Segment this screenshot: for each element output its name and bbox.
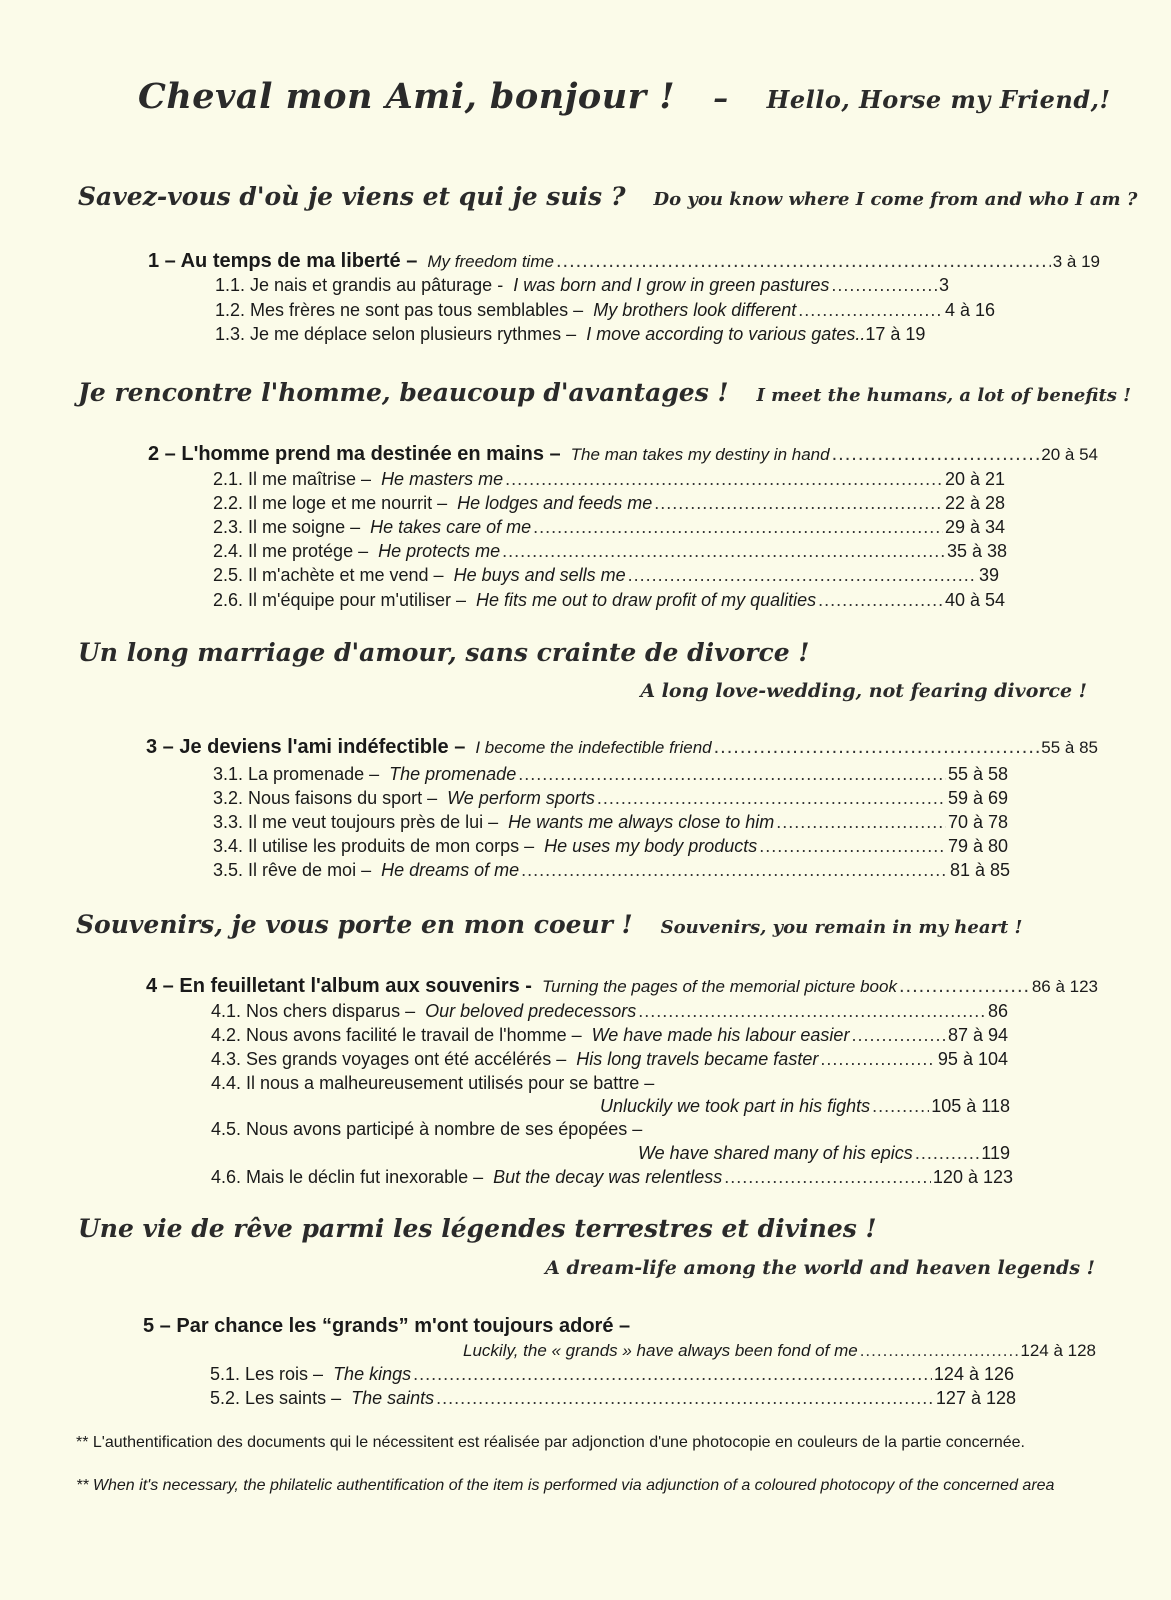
- toc-chapter-5-fr: 5 – Par chance les “grands” m'ont toujours adoré –: [143, 1315, 631, 1337]
- chapter-pages: 55 à 85: [1041, 738, 1098, 757]
- item-title-fr: 3.5. Il rêve de moi –: [213, 860, 372, 880]
- item-pages: 79 à 80: [947, 836, 1008, 856]
- item-title-fr: 4.2. Nous avons facilité le travail de l'homme –: [211, 1025, 582, 1045]
- item-title-fr: 3.3. Il me veut toujours près de lui –: [213, 812, 499, 832]
- toc-item-4-2: [211, 1023, 1008, 1047]
- title-dash: –: [713, 81, 729, 116]
- item-title-en: Our beloved predecessors: [425, 1001, 637, 1021]
- toc-item-2-4: [213, 539, 1007, 563]
- page-title: [138, 76, 1110, 117]
- section-heading-en: Do you know where I come from and who I am ?: [653, 189, 1138, 210]
- toc-item-4-3: [211, 1047, 1008, 1071]
- item-title-fr: 2.5. Il m'achète et me vend –: [213, 565, 444, 585]
- item-title-fr: 4.6. Mais le déclin fut inexorable –: [211, 1167, 484, 1187]
- item-pages: 20 à 21: [944, 469, 1005, 489]
- section-heading-fr: Je rencontre l'homme, beaucoup d'avantages !: [78, 378, 729, 407]
- item-pages: 35 à 38: [946, 541, 1007, 561]
- section-heading-fr: Souvenirs, je vous porte en mon coeur !: [76, 910, 633, 939]
- item-title-fr: 1.1. Je nais et grandis au pâturage -: [215, 275, 504, 295]
- toc-item-2-1: [213, 467, 1005, 491]
- chapter-pages: 20 à 54: [1041, 445, 1098, 464]
- chapter-pages: 86 à 123: [1031, 977, 1098, 996]
- item-title-en: But the decay was relentless: [493, 1167, 723, 1187]
- item-title-en: He protects me: [378, 541, 501, 561]
- section-heading-en: Souvenirs, you remain in my heart !: [660, 917, 1023, 938]
- toc-item-4-6: [211, 1165, 1013, 1189]
- footnote-fr: ** L'authentification des documents qui le nécessitent est réalisée par adjonction d'une photocopie en couleurs de la partie concernée.: [76, 1434, 1025, 1451]
- item-pages: 55 à 58: [947, 764, 1008, 784]
- item-title-en: He lodges and feeds me: [457, 493, 653, 513]
- item-title-en: We have shared many of his epics: [638, 1143, 913, 1163]
- item-pages: 105 à 118: [931, 1096, 1010, 1116]
- toc-item-2-6: [213, 588, 1005, 612]
- item-pages: 4 à 16: [944, 300, 995, 320]
- footnote-en: ** When it's necessary, the philatelic authentification of the item is performed via adjunction of a coloured photocopy of the concerned area: [76, 1477, 1055, 1494]
- toc-chapter-3: [146, 735, 1098, 760]
- item-title-fr: 3.1. La promenade –: [213, 764, 380, 784]
- item-title-en: He uses my body products: [544, 836, 758, 856]
- item-title-en: He masters me: [381, 469, 504, 489]
- chapter-title-fr: 2 – L'homme prend ma destinée en mains –: [148, 443, 561, 465]
- toc-item-4-5-en: [638, 1141, 1010, 1165]
- toc-item-4-5-fr: 4.5. Nous avons participé à nombre de ses épopées –: [211, 1119, 643, 1139]
- item-title-en: His long travels became faster: [576, 1049, 819, 1069]
- section-5-heading-en: A dream-life among the world and heaven legends !: [545, 1257, 1095, 1279]
- item-pages: 29 à 34: [944, 517, 1005, 537]
- section-3-heading-fr: Un long marriage d'amour, sans crainte de divorce !: [78, 638, 810, 667]
- item-pages: 95 à 104: [937, 1049, 1008, 1069]
- toc-item-4-4-fr: 4.4. Il nous a malheureusement utilisés pour se battre –: [211, 1073, 655, 1093]
- toc-item-1-2: [215, 298, 995, 322]
- item-title-en: Unluckily we took part in his fights: [600, 1096, 871, 1116]
- item-pages: 70 à 78: [947, 812, 1008, 832]
- item-pages: 40 à 54: [944, 590, 1005, 610]
- chapter-title-fr: 4 – En feuilletant l'album aux souvenirs -: [146, 975, 532, 997]
- item-title-en: My brothers look different: [593, 300, 797, 320]
- item-title-fr: 2.3. Il me soigne –: [213, 517, 361, 537]
- toc-item-4-1: [211, 999, 1008, 1023]
- item-title-fr: 2.1. Il me maîtrise –: [213, 469, 372, 489]
- item-title-en: He takes care of me: [370, 517, 532, 537]
- chapter-pages: 3 à 19: [1052, 252, 1100, 271]
- toc-item-3-1: [213, 762, 1008, 786]
- chapter-title-en: The man takes my destiny in hand: [570, 445, 830, 464]
- toc-item-3-3: [213, 810, 1008, 834]
- item-pages: 81 à 85: [949, 860, 1010, 880]
- section-heading-fr: Savez-vous d'où je viens et qui je suis ?: [78, 182, 626, 211]
- item-title-en: He fits me out to draw profit of my qualities: [476, 590, 817, 610]
- title-en: Hello, Horse my Friend,!: [766, 85, 1111, 114]
- section-heading-en: I meet the humans, a lot of benefits !: [756, 385, 1132, 406]
- item-title-fr: 4.3. Ses grands voyages ont été accélérés –: [211, 1049, 567, 1069]
- toc-chapter-5-en: [463, 1339, 1096, 1363]
- item-title-fr: 1.2. Mes frères ne sont pas tous semblables –: [215, 300, 584, 320]
- item-title-en: The promenade: [389, 764, 517, 784]
- item-title-fr: 2.6. Il m'équipe pour m'utiliser –: [213, 590, 466, 610]
- toc-item-5-2: [210, 1386, 1016, 1410]
- item-pages: 17 à 19: [865, 324, 926, 344]
- toc-item-2-2: [213, 491, 1005, 515]
- item-pages: 87 à 94: [947, 1025, 1008, 1045]
- chapter-title-en: I become the indefectible friend: [475, 738, 712, 757]
- section-3-heading-en: A long love-wedding, not fearing divorce !: [640, 680, 1087, 702]
- title-fr: Cheval mon Ami, bonjour !: [138, 76, 676, 117]
- toc-item-5-1: [210, 1362, 1014, 1386]
- item-title-en: I was born and I grow in green pastures: [513, 275, 830, 295]
- chapter-title-fr: 1 – Au temps de ma liberté –: [148, 250, 418, 272]
- item-title-en: We perform sports: [447, 788, 595, 808]
- item-pages: 22 à 28: [944, 493, 1005, 513]
- chapter-title-en: Turning the pages of the memorial picture book: [541, 977, 897, 996]
- item-title-fr: 2.2. Il me loge et me nourrit –: [213, 493, 448, 513]
- chapter-title-en: My freedom time: [427, 252, 554, 271]
- item-title-fr: 3.2. Nous faisons du sport –: [213, 788, 438, 808]
- section-5-heading-fr: Une vie de rêve parmi les légendes terrestres et divines !: [78, 1214, 877, 1243]
- item-title-en: The kings: [333, 1364, 412, 1384]
- item-title-fr: 1.3. Je me déplace selon plusieurs rythmes –: [215, 324, 577, 344]
- section-1-heading: [78, 182, 1137, 211]
- section-4-heading: [76, 910, 1022, 939]
- toc-chapter-2: [148, 442, 1098, 467]
- toc-item-3-4: [213, 834, 1008, 858]
- item-pages: 39: [978, 565, 999, 585]
- toc-item-1-3: [215, 322, 1005, 346]
- item-title-fr: 5.2. Les saints –: [210, 1388, 342, 1408]
- item-pages: 127 à 128: [935, 1388, 1016, 1408]
- item-pages: 3: [938, 275, 949, 295]
- item-pages: 119: [981, 1143, 1010, 1163]
- item-title-en: He wants me always close to him: [508, 812, 775, 832]
- section-2-heading: [78, 378, 1131, 407]
- chapter-title-fr: 3 – Je deviens l'ami indéfectible –: [146, 736, 466, 758]
- toc-item-4-4-en: [600, 1094, 1010, 1118]
- item-title-en: He buys and sells me: [453, 565, 626, 585]
- toc-item-3-2: [213, 786, 1008, 810]
- item-pages: 124 à 126: [933, 1364, 1014, 1384]
- item-pages: 120 à 123: [932, 1167, 1013, 1187]
- item-title-en: The saints: [351, 1388, 435, 1408]
- toc-item-1-1: [215, 273, 949, 297]
- item-pages: 86: [987, 1001, 1008, 1021]
- item-title-en: We have made his labour easier: [591, 1025, 850, 1045]
- item-title-fr: 2.4. Il me protége –: [213, 541, 369, 561]
- toc-item-3-5: [213, 858, 1010, 882]
- chapter-title-en: Luckily, the « grands » have always been fond of me: [463, 1341, 858, 1360]
- item-title-fr: 4.1. Nos chers disparus –: [211, 1001, 416, 1021]
- item-pages: 59 à 69: [947, 788, 1008, 808]
- item-title-fr: 5.1. Les rois –: [210, 1364, 324, 1384]
- toc-item-2-5: [213, 563, 999, 587]
- chapter-pages: 124 à 128: [1020, 1341, 1096, 1360]
- toc-chapter-4: [146, 974, 1098, 999]
- item-title-fr: 3.4. Il utilise les produits de mon corps –: [213, 836, 535, 856]
- item-title-en: I move according to various gates..: [586, 324, 866, 344]
- item-title-en: He dreams of me: [381, 860, 520, 880]
- toc-item-2-3: [213, 515, 1005, 539]
- toc-chapter-1: [148, 249, 1100, 274]
